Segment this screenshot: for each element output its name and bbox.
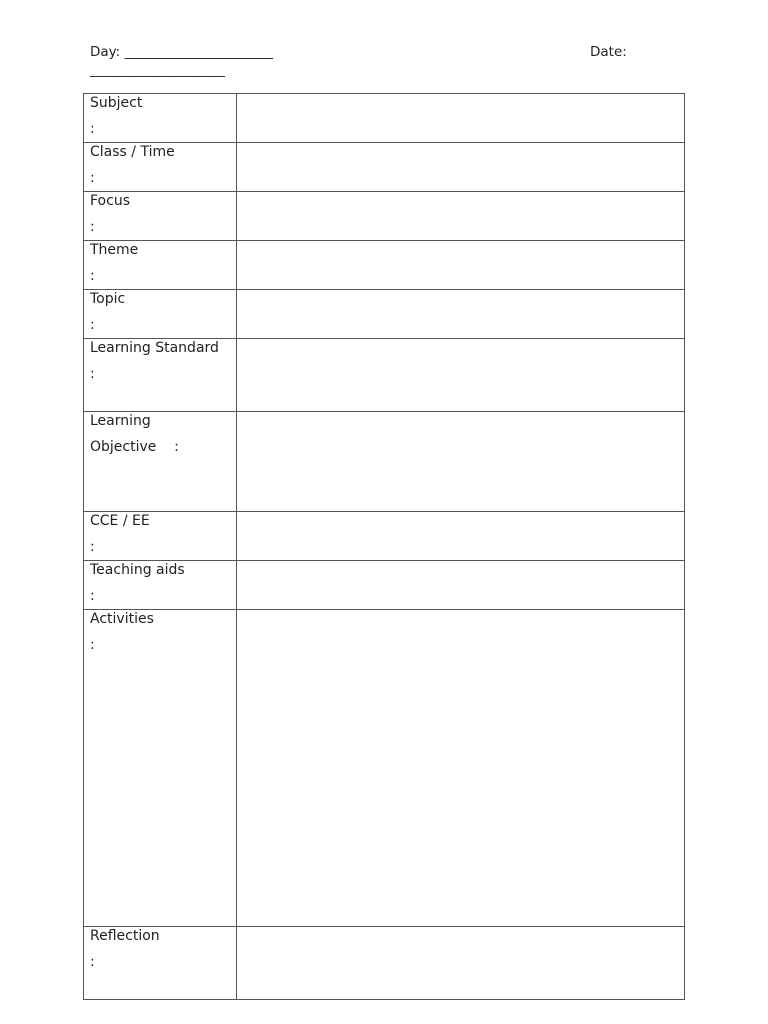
teaching-aids-field[interactable]: [237, 561, 685, 610]
table-row-focus: [84, 192, 685, 241]
row-label-class-time: Class / Time :: [90, 144, 175, 186]
cce-ee-field[interactable]: [237, 512, 685, 561]
lesson-plan-table: [83, 93, 685, 1000]
row-label-focus: Focus :: [90, 193, 130, 235]
row-label-learning-standard: Learning Standard :: [90, 340, 219, 382]
table-row-topic: [84, 290, 685, 339]
class-time-field[interactable]: [237, 143, 685, 192]
table-row-class-time: [84, 143, 685, 192]
row-label-theme: Theme :: [90, 242, 139, 284]
row-label-teaching-aids: Teaching aids :: [90, 562, 185, 604]
learning-standard-field[interactable]: [237, 339, 685, 412]
row-label-learning-objective: Learning Objective :: [90, 413, 179, 455]
focus-field[interactable]: [237, 192, 685, 241]
table-row-subject: [84, 94, 685, 143]
row-label-reflection: Reflection :: [90, 928, 160, 970]
row-label-subject: Subject :: [90, 95, 143, 137]
row-label-cce-ee: CCE / EE :: [90, 513, 150, 555]
day-field[interactable]: Day: ______________________: [90, 44, 274, 60]
learning-objective-field[interactable]: [237, 412, 685, 512]
activities-field[interactable]: [237, 610, 685, 927]
table-row-learning-objective: [84, 412, 685, 512]
table-row-activities: [84, 610, 685, 927]
table-row-learning-standard: [84, 339, 685, 412]
header: [90, 44, 690, 84]
table-row-cce-ee: [84, 512, 685, 561]
topic-field[interactable]: [237, 290, 685, 339]
table-row-theme: [84, 241, 685, 290]
theme-field[interactable]: [237, 241, 685, 290]
date-field[interactable]: ____________________: [90, 62, 225, 78]
table-row-reflection: [84, 927, 685, 1000]
date-label: Date:: [590, 44, 627, 60]
subject-field[interactable]: [237, 94, 685, 143]
row-label-topic: Topic :: [90, 291, 126, 333]
row-label-activities: Activities :: [90, 611, 154, 653]
reflection-field[interactable]: [237, 927, 685, 1000]
table-row-teaching-aids: [84, 561, 685, 610]
